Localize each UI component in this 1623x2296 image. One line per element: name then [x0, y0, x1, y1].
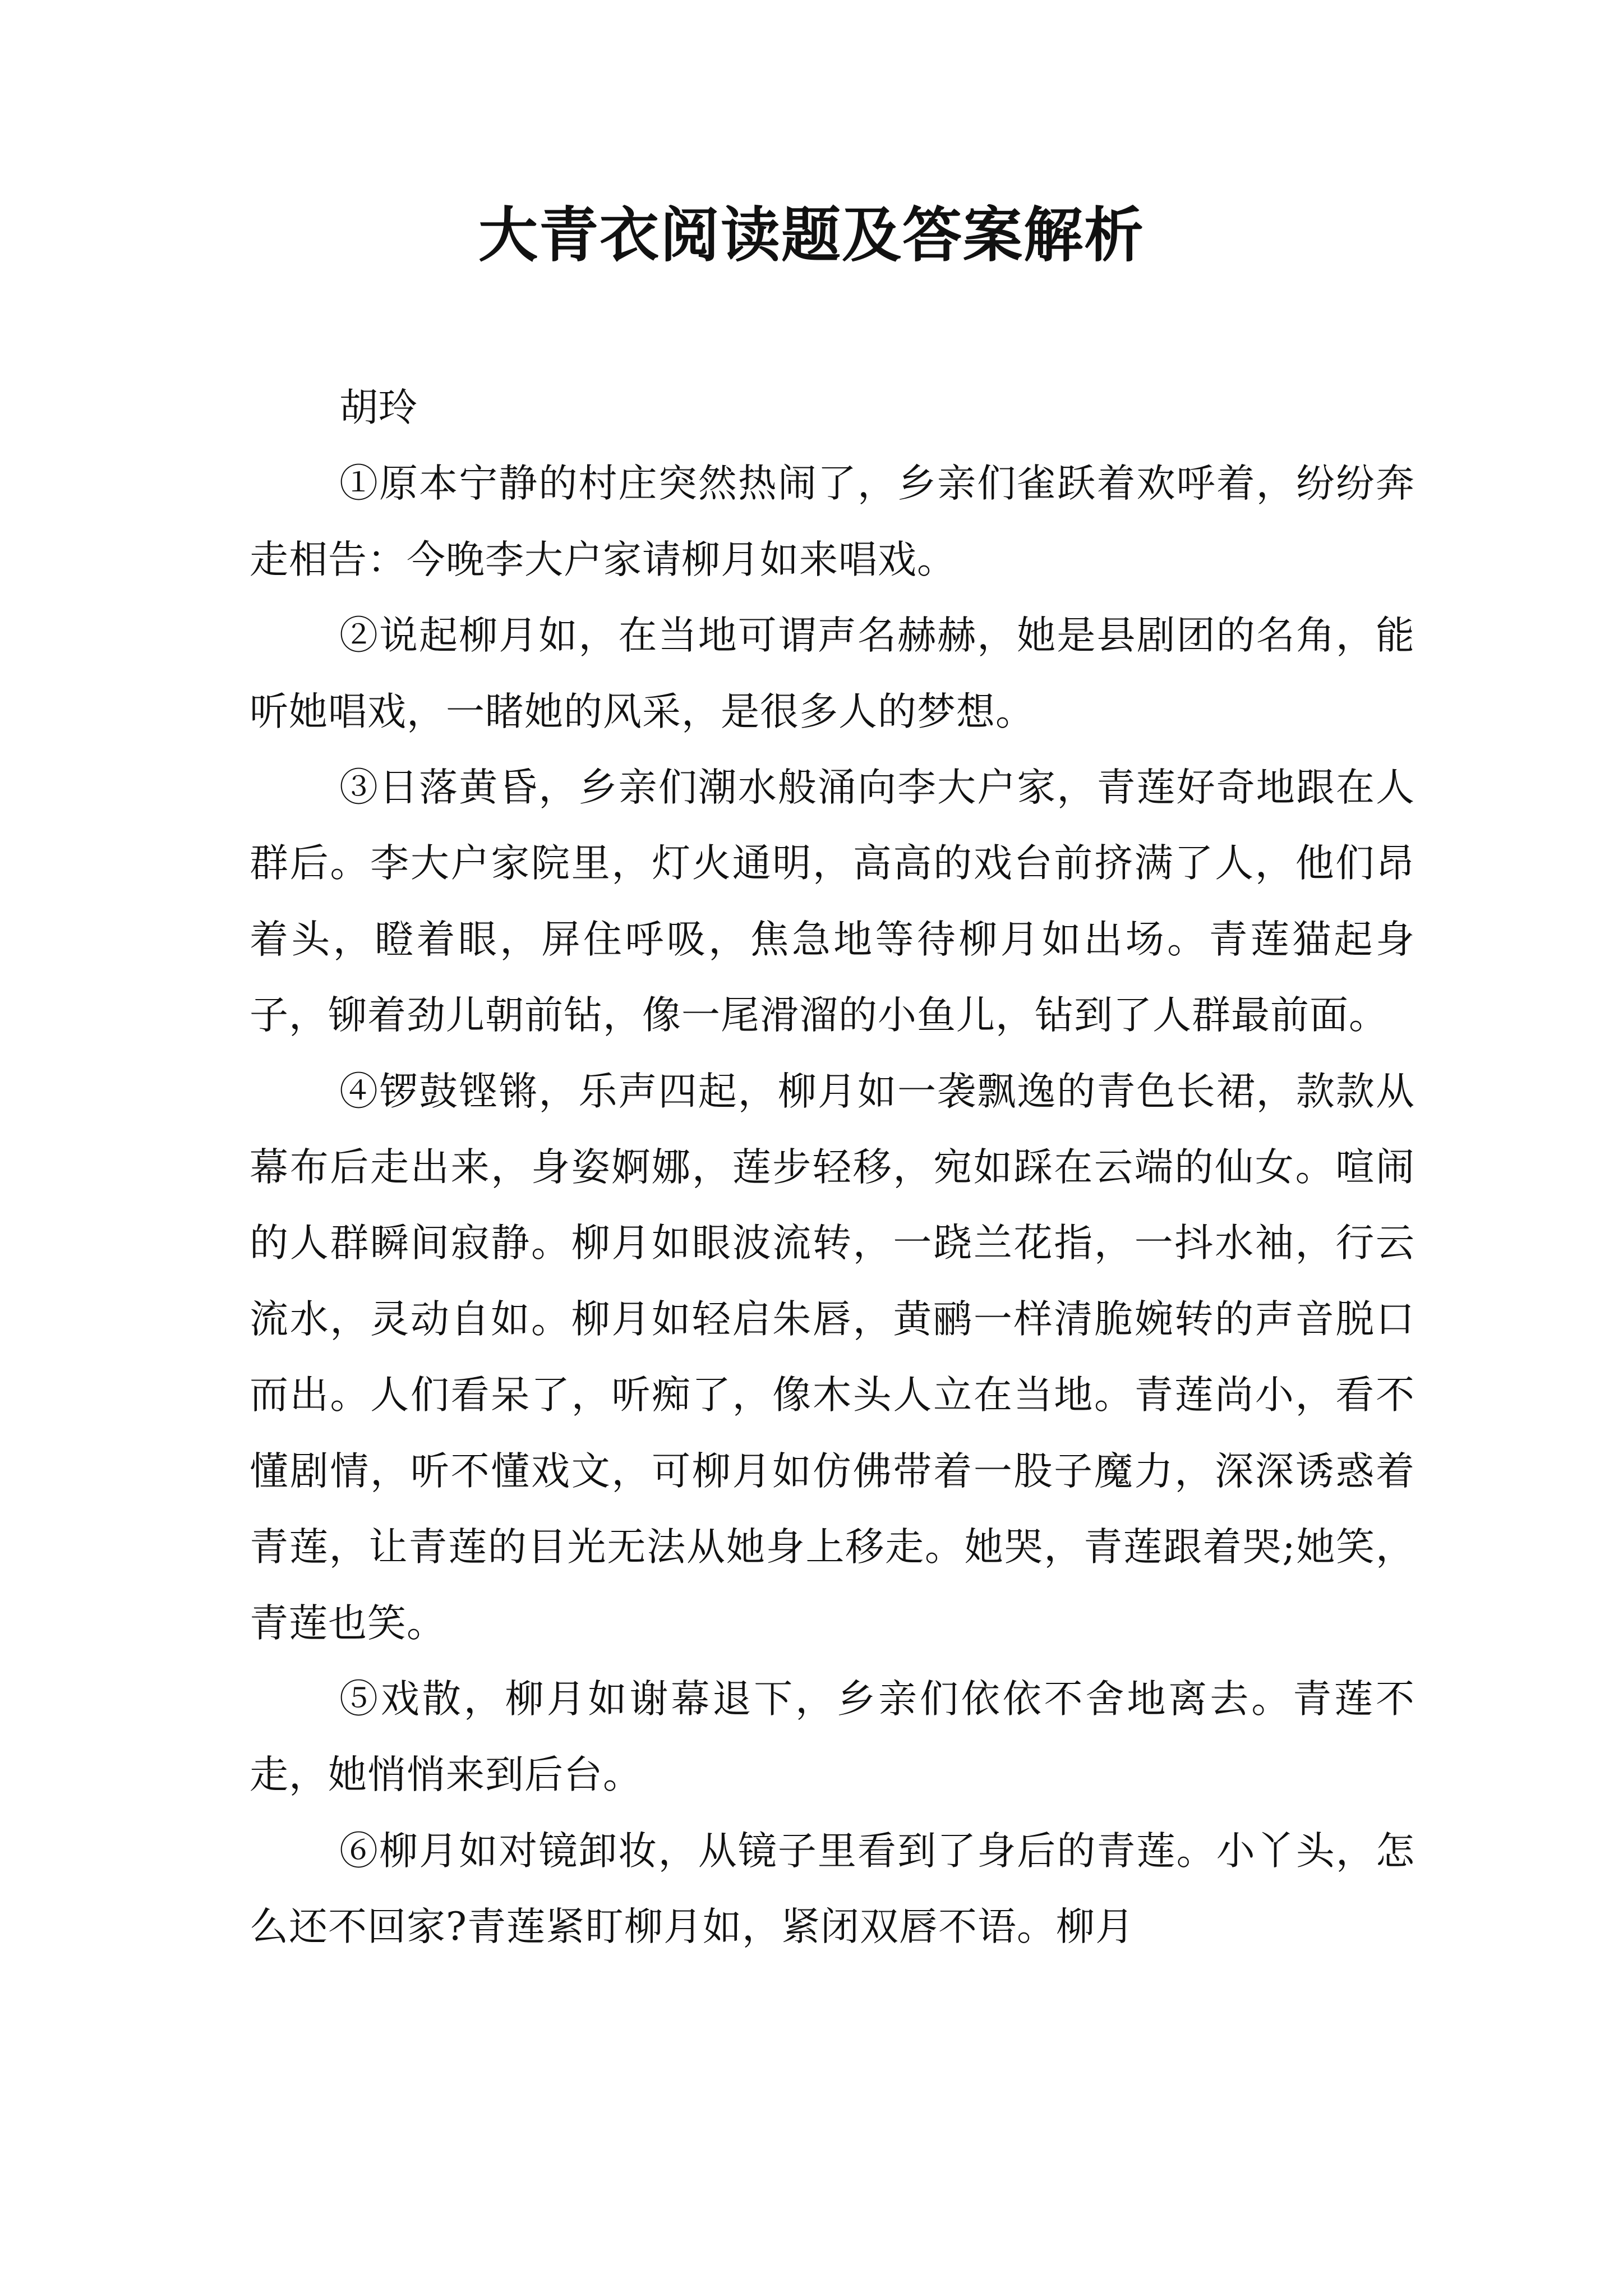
- author-line: 胡玲: [339, 385, 418, 430]
- paragraph-4: ④锣鼓铿锵，乐声四起，柳月如一袭飘逸的青色长裙，款款从幕布后走出来，身姿婀娜，莲步轻移，宛如踩在云端的仙女。喧闹的人群瞬间寂静。柳月如眼波流转，一跷兰花指，一抖水袖，行云流水，灵动自如。柳月如轻启朱唇，黄鹂一样清脆婉转的声音脱口而出。人们看呆了，听痴了，像木头人立在当地。青莲尚小，看不懂剧情，听不懂戏文，可柳月如仿佛带着一股子魔力，深深诱惑着青莲，让青莲的目光无法从她身上移走。她哭，青莲跟着哭;她笑，青莲也笑。: [250, 1069, 1415, 1646]
- document-title: 大青衣阅读题及答案解析: [478, 201, 1145, 270]
- paragraph-5: ⑤戏散，柳月如谢幕退下，乡亲们依依不舍地离去。青莲不走，她悄悄来到后台。: [250, 1676, 1415, 1798]
- paragraph-3: ③日落黄昏，乡亲们潮水般涌向李大户家，青莲好奇地跟在人群后。李大户家院里，灯火通明，高高的戏台前挤满了人，他们昂着头，瞪着眼，屏住呼吸，焦急地等待柳月如出场。青莲猫起身子，铆着劲儿朝前钻，像一尾滑溜的小鱼儿，钻到了人群最前面。: [250, 765, 1415, 1038]
- paragraph-6: ⑥柳月如对镜卸妆，从镜子里看到了身后的青莲。小丫头，怎么还不回家?青莲紧盯柳月如，紧闭双唇不语。柳月: [250, 1828, 1415, 1950]
- document-body: [250, 370, 1415, 1966]
- paragraph-1: ①原本宁静的村庄突然热闹了，乡亲们雀跃着欢呼着，纷纷奔走相告：今晚李大户家请柳月如来唱戏。: [250, 461, 1415, 582]
- paragraph-2: ②说起柳月如，在当地可谓声名赫赫，她是县剧团的名角，能听她唱戏，一睹她的风采，是很多人的梦想。: [250, 613, 1415, 734]
